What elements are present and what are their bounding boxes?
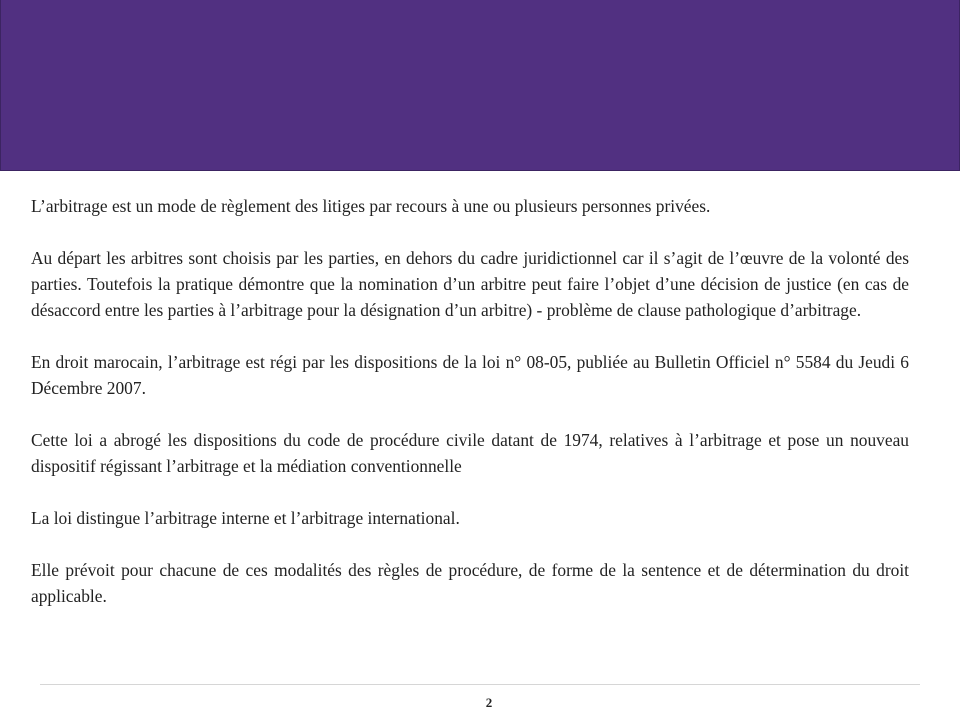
paragraph-definition: L’arbitrage est un mode de règlement des litiges par recours à une ou plusieurs personnes privées.: [31, 196, 711, 216]
paragraph-moroccan-law: En droit marocain, l’arbitrage est régi par les dispositions de la loi n° 08-05, publiée au Bulletin Officiel n° 5584 du Jeudi 6 Décembre 2007.: [31, 352, 909, 398]
paragraph-abrogation: Cette loi a abrogé les dispositions du code de procédure civile datant de 1974, relatives à l’arbitrage et pose un nouveau dispositif régissant l’arbitrage et la médiation conventionnelle: [31, 430, 909, 476]
paragraph-procedure-rules: Elle prévoit pour chacune de ces modalités des règles de procédure, de forme de la sentence et de détermination du droit applicable.: [31, 560, 909, 606]
slide-body: [31, 193, 909, 635]
header-band: [0, 0, 960, 171]
page-number: 2: [485, 695, 493, 710]
paragraph-distinction: La loi distingue l’arbitrage interne et l’arbitrage international.: [31, 508, 460, 528]
paragraph-arbitrator-selection: Au départ les arbitres sont choisis par les parties, en dehors du cadre juridictionnel car il s’agit de l’œuvre de la volonté des parties. Toutefois la pratique démontre que la nomination d’un arbitre peut faire l’objet d’une décision de justice (en cas de désaccord entre les parties à l’arbitrage pour la désignation d’un arbitre) - problème de clause pathologique d’arbitrage.: [31, 248, 909, 320]
footer-divider: [40, 684, 920, 685]
